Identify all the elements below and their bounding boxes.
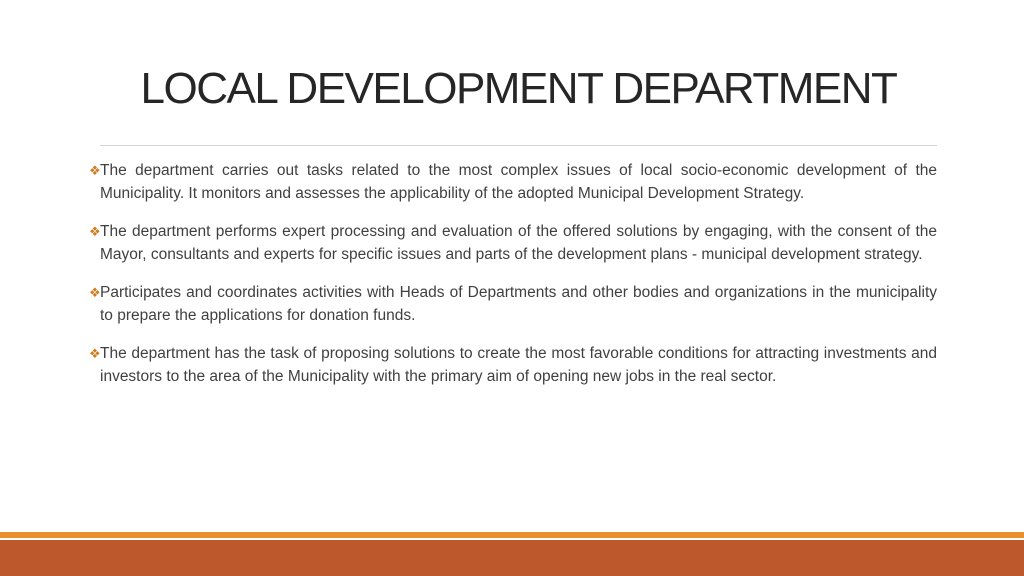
bullet-text: The department carries out tasks related to the most complex issues of local socio-economic development of the Municipality. It monitors and assesses the applicability of the adopted Municipal Development Strategy. [100, 162, 937, 202]
bullet-item [89, 342, 937, 388]
slide-title: LOCAL DEVELOPMENT DEPARTMENT [140, 64, 897, 113]
bullet-text: Participates and coordinates activities with Heads of Departments and other bodies and organizations in the municipality to prepare the applications for donation funds. [100, 284, 937, 324]
bullet-text: The department has the task of proposing solutions to create the most favorable conditions for attracting investments and investors to the area of the Municipality with the primary aim of opening new jobs in the real sector. [100, 345, 937, 385]
diamond-bullet-icon: ❖ [89, 163, 101, 178]
footer-band [0, 540, 1024, 576]
bullet-item [89, 159, 937, 205]
footer-accent-stripe [0, 532, 1024, 538]
bullet-item [89, 281, 937, 327]
title-divider [100, 145, 937, 146]
diamond-bullet-icon: ❖ [89, 224, 101, 239]
diamond-bullet-icon: ❖ [89, 346, 101, 361]
bullet-item [89, 220, 937, 266]
bullet-text: The department performs expert processing and evaluation of the offered solutions by engaging, with the consent of the Mayor, consultants and experts for specific issues and parts of the development plans - municipal development strategy. [100, 223, 937, 263]
diamond-bullet-icon: ❖ [89, 285, 101, 300]
bullet-list [89, 159, 937, 403]
